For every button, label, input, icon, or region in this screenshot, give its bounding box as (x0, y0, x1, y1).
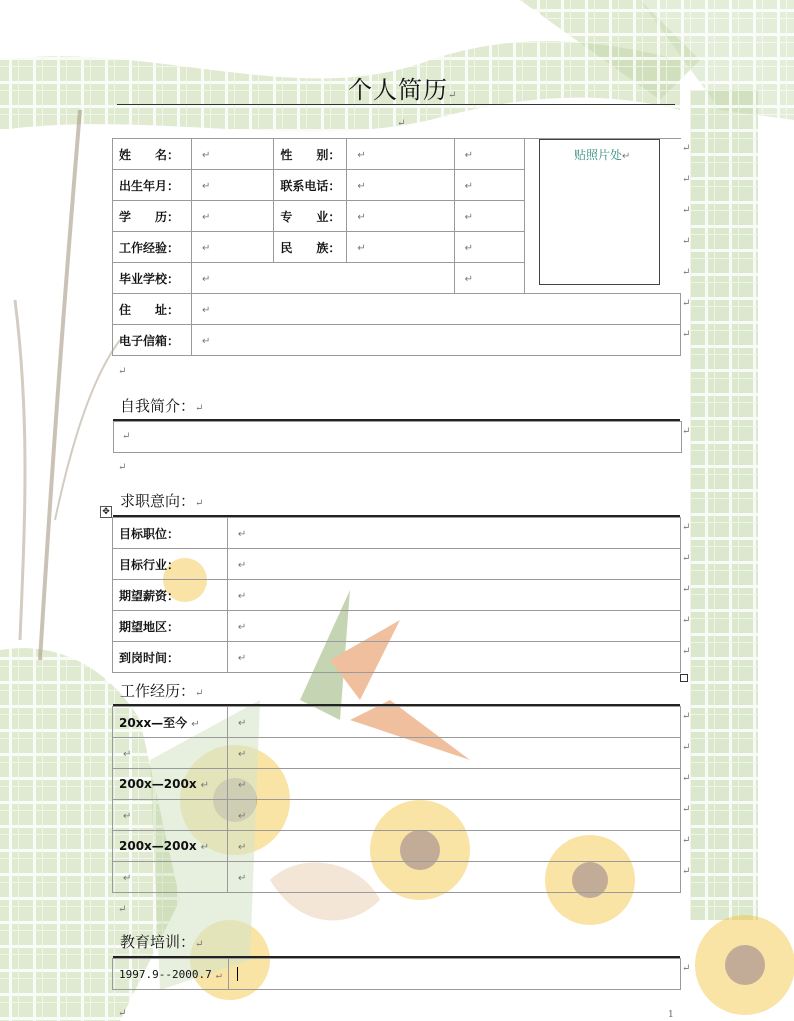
label-name: 姓 名： (113, 139, 192, 170)
page-number: 1 (668, 1010, 674, 1020)
work-detail[interactable]: ↵ (227, 707, 680, 738)
paragraph-mark: ↵ (682, 711, 691, 722)
section-title-work: 工作经历：↵ (120, 682, 204, 700)
work-detail[interactable]: ↵ (227, 800, 680, 831)
value-school[interactable]: ↵ (191, 263, 454, 294)
paragraph-mark: ↵ (682, 267, 691, 278)
section-title-self-intro: 自我简介：↵ (120, 397, 204, 415)
value-target-position[interactable]: ↵ (227, 518, 680, 549)
table-row (113, 831, 681, 862)
table-row (113, 769, 681, 800)
photo-label: 贴照片处↵ (574, 148, 631, 162)
paragraph-mark: ↵ (118, 462, 127, 473)
value-extra[interactable]: ↵ (454, 139, 525, 170)
value-phone[interactable]: ↵ (347, 170, 454, 201)
value-email[interactable]: ↵ (191, 325, 680, 356)
work-table (112, 706, 681, 893)
table-row (113, 611, 681, 642)
paragraph-mark: ↵ (397, 118, 406, 129)
work-period[interactable]: 200x—200x ↵ (113, 831, 228, 862)
paragraph-mark: ↵ (682, 143, 691, 154)
label-birth: 出生年月： (113, 170, 192, 201)
label-education: 学 历： (113, 201, 192, 232)
table-row (113, 325, 681, 356)
paragraph-mark: ↵ (682, 646, 691, 657)
label-start-date: 到岗时间： (113, 642, 228, 673)
work-period[interactable]: ↵ (113, 862, 228, 893)
paragraph-mark: ↵ (682, 426, 691, 437)
work-detail[interactable]: ↵ (227, 769, 680, 800)
label-expected-region: 期望地区： (113, 611, 228, 642)
section-title-job-intent: 求职意向：↵ (120, 492, 204, 510)
value-extra[interactable]: ↵ (454, 232, 525, 263)
value-major[interactable]: ↵ (347, 201, 454, 232)
label-major: 专 业： (274, 201, 347, 232)
label-ethnicity: 民 族： (274, 232, 347, 263)
value-extra[interactable]: ↵ (454, 201, 525, 232)
value-education[interactable]: ↵ (191, 201, 273, 232)
value-extra[interactable]: ↵ (454, 263, 525, 294)
title-text: 个人简历 (348, 76, 448, 104)
value-ethnicity[interactable]: ↵ (347, 232, 454, 263)
work-detail[interactable]: ↵ (227, 831, 680, 862)
label-expected-salary: 期望薪资： (113, 580, 228, 611)
paragraph-mark: ↵ (682, 298, 691, 309)
table-row (113, 738, 681, 769)
paragraph-mark: ↵ (682, 773, 691, 784)
label-phone: 联系电话： (274, 170, 347, 201)
paragraph-mark: ↵ (682, 742, 691, 753)
table-row (113, 642, 681, 673)
value-start-date[interactable]: ↵ (227, 642, 680, 673)
paragraph-mark: ↵ (118, 1008, 127, 1019)
label-address: 住 址： (113, 294, 192, 325)
paragraph-mark: ↵ (682, 236, 691, 247)
work-detail[interactable]: ↵ (227, 862, 680, 893)
label-target-industry: 目标行业： (113, 549, 228, 580)
value-address[interactable]: ↵ (191, 294, 680, 325)
title-underline (117, 104, 675, 105)
education-period[interactable]: 1997.9--2000.7 ↵ (113, 959, 229, 990)
education-detail[interactable] (228, 959, 680, 990)
paragraph-mark: ↵ (448, 90, 458, 101)
value-name[interactable]: ↵ (191, 139, 273, 170)
value-gender[interactable]: ↵ (347, 139, 454, 170)
label-school: 毕业学校： (113, 263, 192, 294)
paragraph-mark: ↵ (118, 904, 127, 915)
paragraph-mark: ↵ (682, 174, 691, 185)
table-row (113, 959, 681, 990)
job-intent-table (112, 517, 681, 673)
education-table (112, 958, 681, 990)
paragraph-mark: ↵ (682, 522, 691, 533)
table-row (113, 707, 681, 738)
label-target-position: 目标职位： (113, 518, 228, 549)
paragraph-mark: ↵ (682, 804, 691, 815)
work-period[interactable]: ↵ (113, 800, 228, 831)
table-resize-handle[interactable] (680, 674, 688, 682)
value-target-industry[interactable]: ↵ (227, 549, 680, 580)
work-period[interactable]: ↵ (113, 738, 228, 769)
label-experience: 工作经验： (113, 232, 192, 263)
table-move-handle-icon[interactable]: ✥ (100, 506, 112, 518)
paragraph-mark: ↵ (682, 329, 691, 340)
work-period[interactable]: 20xx—至今 ↵ (113, 707, 228, 738)
paragraph-mark: ↵ (118, 366, 127, 377)
value-experience[interactable]: ↵ (191, 232, 273, 263)
paragraph-mark: ↵ (682, 835, 691, 846)
table-row (113, 294, 681, 325)
label-email: 电子信箱： (113, 325, 192, 356)
section-title-education: 教育培训：↵ (120, 933, 204, 951)
paragraph-mark: ↵ (682, 553, 691, 564)
paragraph-mark: ↵ (682, 615, 691, 626)
work-detail[interactable]: ↵ (227, 738, 680, 769)
paragraph-mark: ↵ (682, 584, 691, 595)
paragraph-mark: ↵ (682, 866, 691, 877)
value-extra[interactable]: ↵ (454, 170, 525, 201)
value-birth[interactable]: ↵ (191, 170, 273, 201)
value-expected-salary[interactable]: ↵ (227, 580, 680, 611)
work-period[interactable]: 200x—200x ↵ (113, 769, 228, 800)
table-row (113, 549, 681, 580)
value-expected-region[interactable]: ↵ (227, 611, 680, 642)
table-row (113, 862, 681, 893)
paragraph-mark: ↵ (682, 963, 691, 974)
table-row (113, 580, 681, 611)
paragraph-mark: ↵ (682, 205, 691, 216)
table-row (113, 518, 681, 549)
label-gender: 性 别： (274, 139, 347, 170)
table-row (113, 800, 681, 831)
page-title (348, 70, 457, 105)
self-intro-textbox[interactable]: ↵ (113, 421, 682, 453)
